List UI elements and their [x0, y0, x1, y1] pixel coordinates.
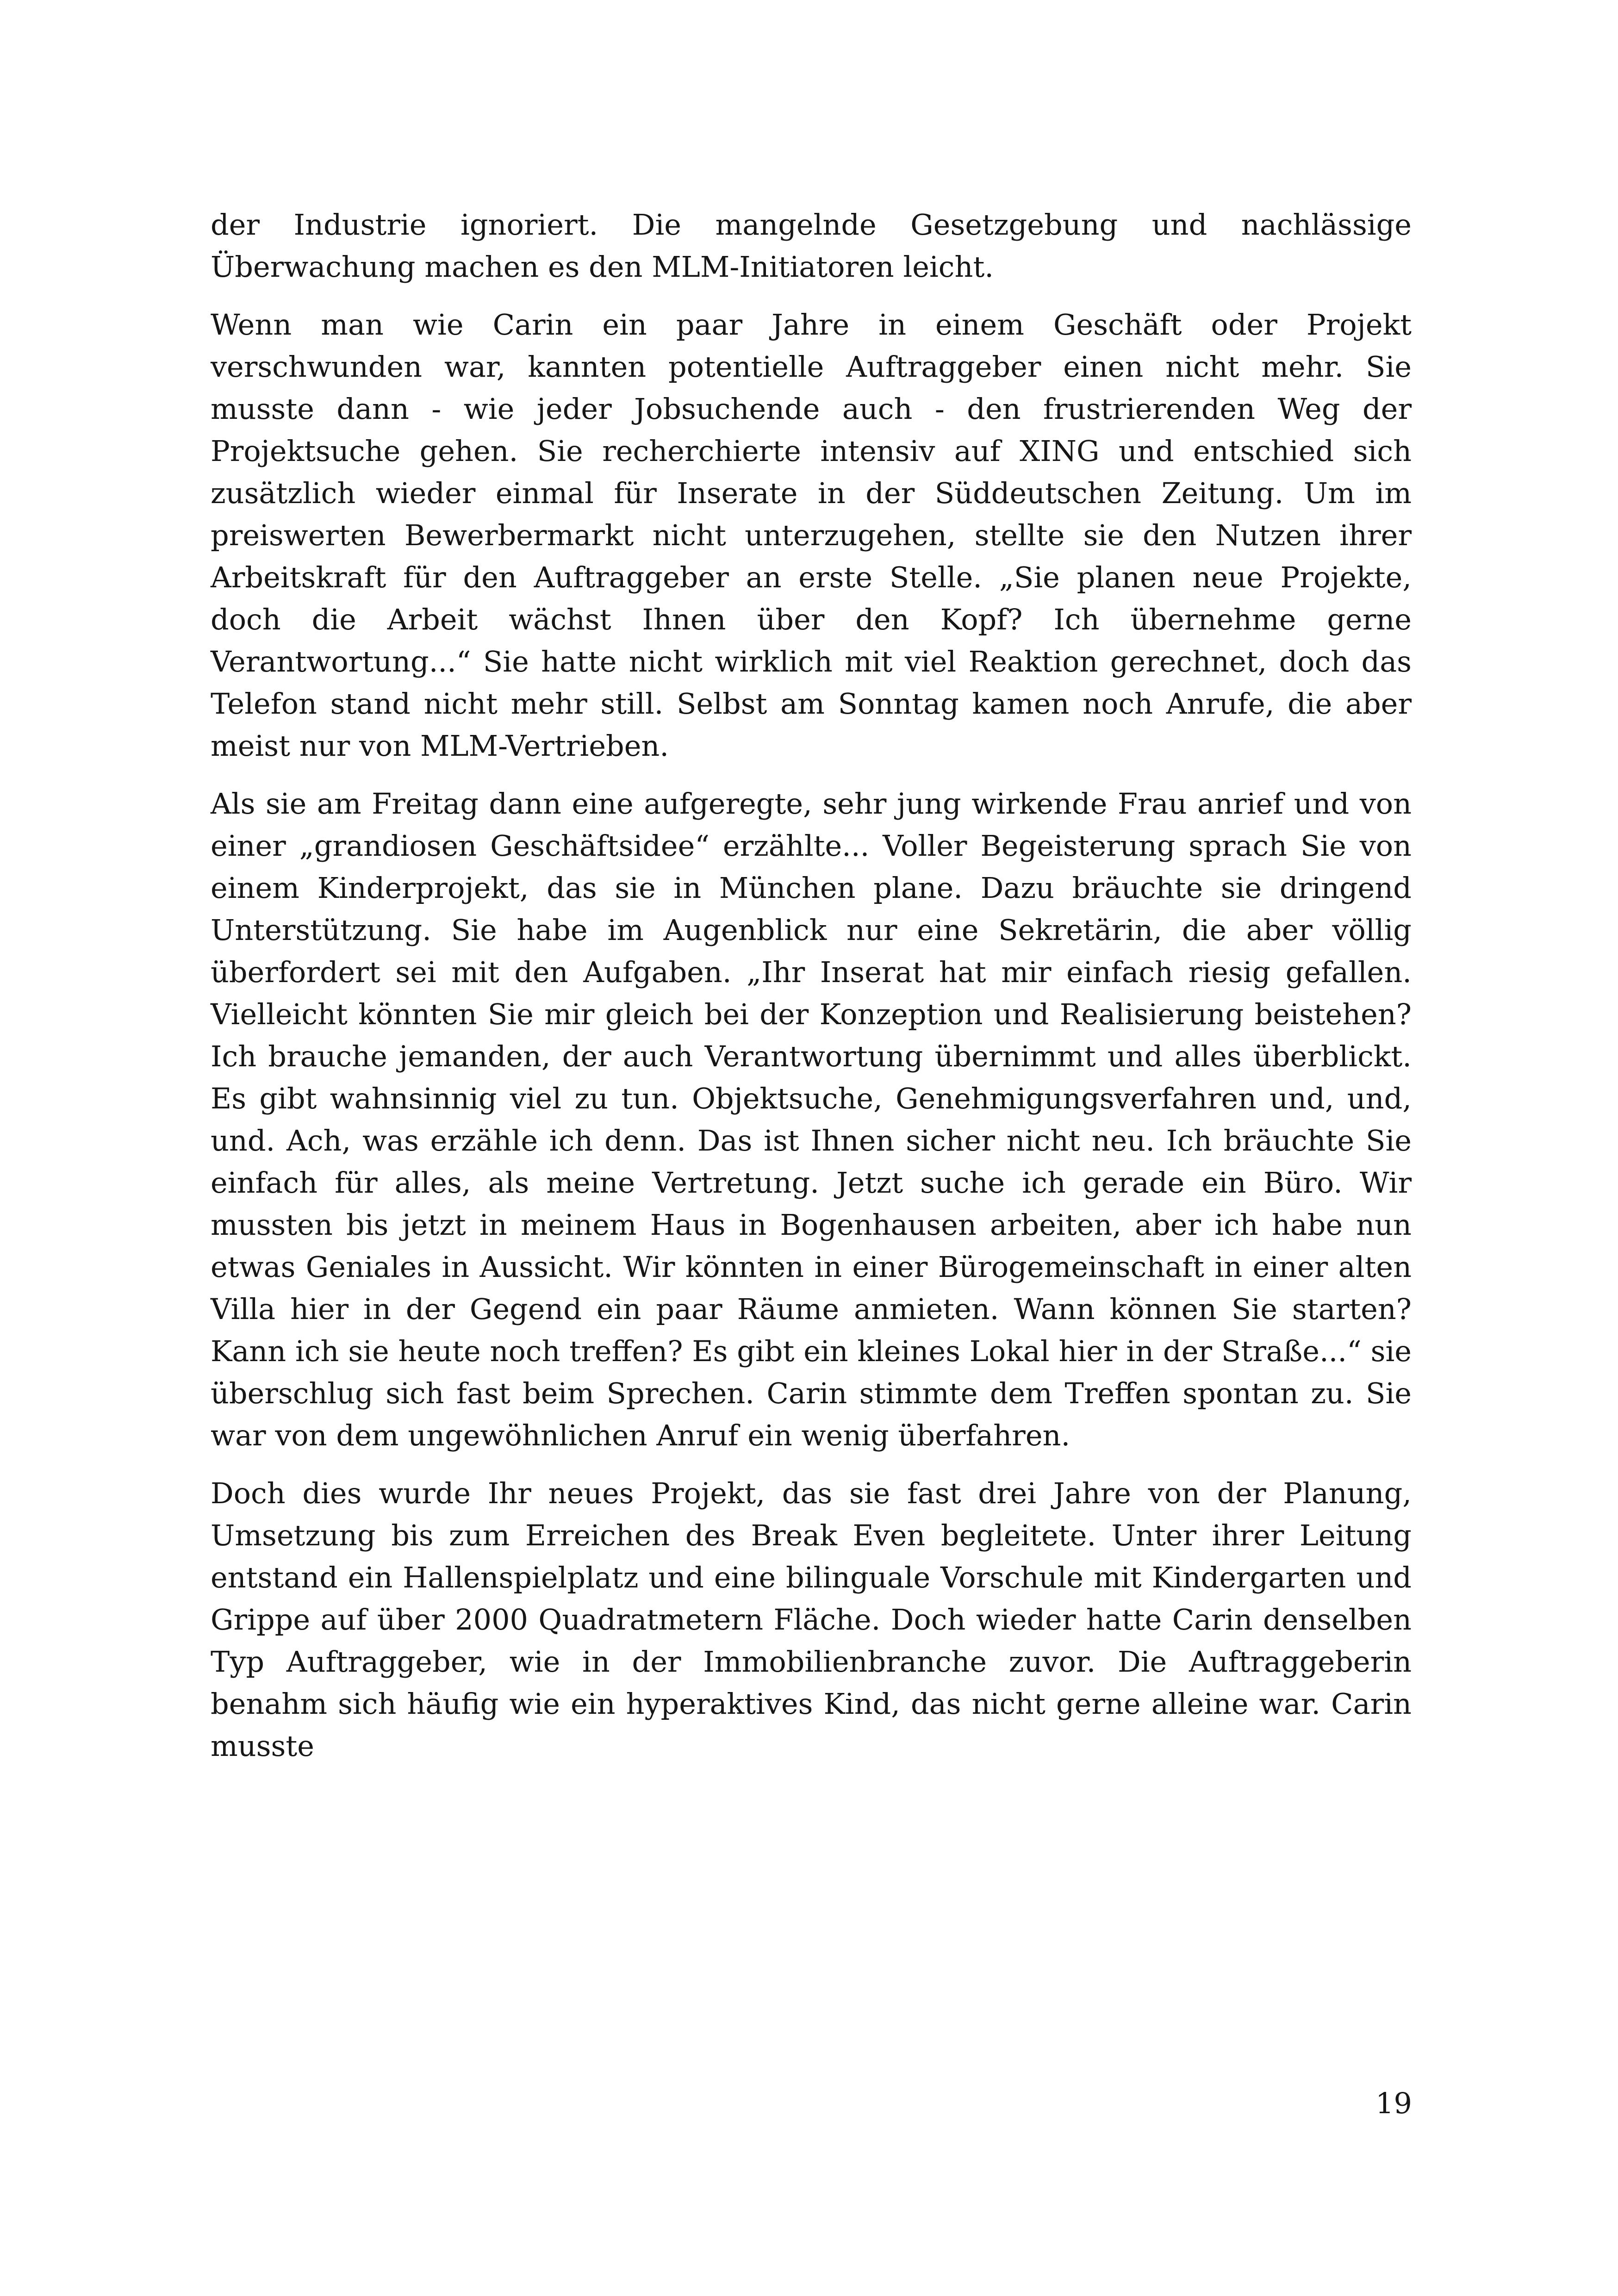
paragraph-2: Wenn man wie Carin ein paar Jahre in einem Geschäft oder Projekt verschwunden war, kannten potentielle Auftraggeber einen nicht mehr. Sie musste dann - wie jeder Jobsuchende auch - den frustrierenden Weg der Projektsuche gehen. Sie recherchierte intensiv auf XING und entschied sich zusätzlich wieder einmal für Inserate in der Süddeutschen Zeitung. Um im preiswerten Bewerbermarkt nicht unterzugehen, stellte sie den Nutzen ihrer Arbeitskraft für den Auftraggeber an erste Stelle. „Sie planen neue Projekte, doch die Arbeit wächst Ihnen über den Kopf? Ich übernehme gerne Verantwortung...“ Sie hatte nicht wirklich mit viel Reaktion gerechnet, doch das Telefon stand nicht mehr still. Selbst am Sonntag kamen noch Anrufe, die aber meist nur von MLM-Vertrieben.	[211, 308, 1412, 763]
paragraph-3: Als sie am Freitag dann eine aufgeregte, sehr jung wirkende Frau anrief und von einer „grandiosen Geschäftsidee“ erzählte... Voller Begeisterung sprach Sie von einem Kinderprojekt, das sie in München plane. Dazu bräuchte sie dringend Unterstützung. Sie habe im Augenblick nur eine Sekretärin, die aber völlig überfordert sei mit den Aufgaben. „Ihr Inserat hat mir einfach riesig gefallen. Vielleicht könnten Sie mir gleich bei der Konzeption und Realisierung beistehen? Ich brauche jemanden, der auch Verantwortung übernimmt und alles überblickt. Es gibt wahnsinnig viel zu tun. Objektsuche, Genehmigungsverfahren und, und, und. Ach, was erzähle ich denn. Das ist Ihnen sicher nicht neu. Ich bräuchte Sie einfach für alles, als meine Vertretung. Jetzt suche ich gerade ein Büro. Wir mussten bis jetzt in meinem Haus in Bogenhausen arbeiten, aber ich habe nun etwas Geniales in Aussicht. Wir könnten in einer Bürogemeinschaft in einer alten Villa hier in der Gegend ein paar Räume anmieten. Wann können Sie starten? Kann ich sie heute noch treffen? Es gibt ein kleines Lokal hier in der Straße...“ sie überschlug sich fast beim Sprechen. Carin stimmte dem Treffen spontan zu. Sie war von dem ungewöhnlichen Anruf ein wenig überfahren.	[211, 787, 1412, 1452]
body-text	[211, 204, 1412, 1767]
paragraph-4: Doch dies wurde Ihr neues Projekt, das sie fast drei Jahre von der Planung, Umsetzung bis zum Erreichen des Break Even begleitete. Unter ihrer Leitung entstand ein Hallenspielplatz und eine bilinguale Vorschule mit Kindergarten und Grippe auf über 2000 Quadratmetern Fläche. Doch wieder hatte Carin denselben Typ Auftraggeber, wie in der Immobilienbranche zuvor. Die Auftraggeberin benahm sich häufig wie ein hyperaktives Kind, das nicht gerne alleine war. Carin musste	[211, 1476, 1412, 1763]
paragraph-1: der Industrie ignoriert. Die mangelnde Gesetzgebung und nachlässige Überwachung machen es den MLM-Initiatoren leicht.	[211, 208, 1412, 284]
page-number: 19	[1375, 2086, 1412, 2120]
